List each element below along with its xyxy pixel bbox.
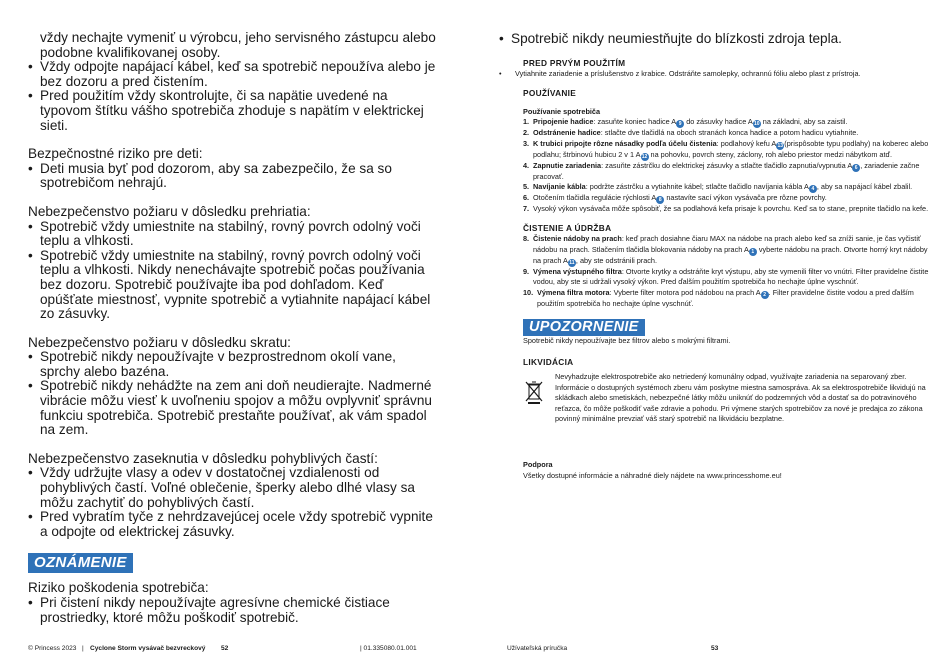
part-badge: 1 [749, 248, 757, 256]
section-heading-overheat: Nebezpečenstvo požiaru v dôsledku prehriatia: [28, 203, 311, 219]
step-text: na základni, aby sa zaistil. [760, 117, 848, 127]
intro-bullets [28, 60, 438, 133]
step-bold-label: Zapnutie zariadenia [533, 160, 602, 170]
page-number-left: 52 [221, 645, 229, 652]
footer-copyright: © Princess 2023 [28, 645, 77, 652]
disposal-text: Nevyhadzujte elektrospotrebiče ako netriedený komunálny odpad, využívajte zariadenia na separovaný zber. Informácie o dostupných systémoch zberu vám poskytne miestna samospráva. Ak sa elektrospotrebiče likvidujú na skládkach alebo smetiskách, nebezpečné látky môžu uniknúť do podzemných vôd a dostať sa do potravinového reťazca, čo môže poškodiť vaše zdravie a pohodu. Pri výmene starých spotrebičov za nové je predajca zo zákona povinný minimálne prevziať váš starý spotrebič na likvidáciu bezplatne. [555, 371, 926, 424]
section-bullets [28, 220, 438, 322]
right-page [475, 0, 950, 660]
usage-title: POUŽÍVANIE [523, 87, 577, 98]
before-use-title: PRED PRVÝM POUŽITÍM [523, 58, 626, 68]
step-text: , aby ste odstránili prach. [575, 255, 658, 265]
step-bold-label: Výmena filtra motora [537, 287, 610, 297]
list-item: • Spotrebič vždy umiestnite na stabilný, rovný povrch odolný voči teplu a vlhkosti. [28, 220, 438, 249]
step-item [523, 204, 933, 215]
list-item-text: Vytiahnite zariadenie a príslušenstvo z krabice. Odstráňte samolepky, ochrannú fóliu alebo plast z prístroja. [515, 69, 861, 78]
step-bold-label: Odstránenie hadice [533, 128, 601, 138]
warning-banner: UPOZORNENIE [523, 319, 645, 336]
heat-warning-bullet: • Spotrebič nikdy neumiestňujte do blízkosti zdroja tepla. [499, 31, 933, 46]
step-item [523, 288, 933, 310]
step-text: : zasuňte zástrčku do elektrickej zásuvky a stlačte tlačidlo zapnutia/vypnutia A [601, 160, 853, 170]
part-badge: 8 [656, 196, 664, 204]
list-item: • Spotrebič vždy umiestnite na stabilný, rovný povrch odolný voči teplu a vlhkosti. Nikdy nenechávajte spotrebič počas používania bez dozoru. Spotrebič používajte iba pod dohľadom. Keď opúšťate miestnosť, vypnite spotrebič a vytiahnite napájací kábel zo zásuvky. [28, 249, 438, 322]
page-number-right: 53 [711, 645, 719, 652]
step-text: (prispôsobte typu podlahy) na koberec alebo podlahu; štrbinovú hubicu 2 v 1 A [533, 138, 929, 159]
part-badge: 11 [569, 259, 575, 266]
list-item: • Vždy odpojte napájací kábel, keď sa spotrebič nepoužíva alebo je bez dozoru a pred čistením. [28, 60, 438, 89]
footer-product [90, 645, 205, 653]
part-badge: 10 [753, 121, 760, 128]
step-number: 7. [523, 204, 530, 214]
footer-page-number [221, 645, 228, 653]
list-item: • Spotrebič nikdy nehádžte na zem ani doň neudierajte. Nadmerné vibrácie môžu viesť k uvoľneniu spojov a môžu ovplyvniť správnu funkciu spotrebiča. Spotrebič prestaňte používať, ak vám spadol na zem. [28, 379, 438, 437]
list-item: • Pred použitím vždy skontrolujte, či sa napätie uvedené na typovom štítku vášho spotrebiča zhoduje s napätím v elektrickej sieti. [28, 89, 438, 133]
section-heading-children: Bezpečnostné riziko pre deti: [28, 146, 203, 162]
step-text: . Filter pravidelne čistite vodou a pred ďalším použitím spotrebiča ho nechajte úplne vyschnúť. [537, 287, 914, 308]
step-text: : zasuňte koniec hadice A [593, 117, 677, 127]
footer-page-number-right [711, 645, 718, 653]
part-badge: 4 [809, 185, 817, 193]
step-text: : podržte zástrčku a vytiahnite kábel; stlačte tlačidlo navíjania kábla A [585, 182, 809, 192]
step-text: Vysoký výkon vysávača môže spôsobiť, že sa podlahová kefa prisaje k povrchu. Keď sa to stane, prepnite tlačidlo na kefe. [533, 204, 929, 214]
step-item [523, 139, 933, 161]
safety-column [28, 31, 438, 625]
step-number: 1. [523, 117, 530, 127]
step-item [523, 193, 933, 204]
support-title: Podpora [523, 459, 553, 469]
step-number: 4. [523, 160, 530, 170]
notice-banner: OZNÁMENIE [28, 553, 133, 573]
crossed-bin-icon [525, 380, 543, 404]
step-text: : keď prach dosiahne čiaru MAX na nádobe na prach alebo keď sa zníži sanie, je čas vyčistiť nádobu na prach. Stlačením tlačidla blokovania nádoby na prach A [533, 233, 921, 254]
step-text: : stlačte dve tlačidlá na oboch stranách konca hadice a potom hadicu vytiahnite. [600, 128, 859, 138]
list-item: • Vždy udržujte vlasy a odev v dostatočnej vzdialenosti od pohyblivých častí. Voľné oblečenie, šperky alebo dlhé vlasy sa môžu zachytiť do pohyblivých častí. [28, 466, 438, 510]
list-item: • Spotrebič nikdy nepoužívajte v bezprostrednom okolí vane, sprchy alebo bazéna. [28, 350, 438, 379]
step-item [523, 161, 933, 183]
cleaning-steps [523, 234, 933, 309]
usage-subtitle: Používanie spotrebiča [523, 106, 601, 116]
usage-steps [523, 117, 933, 215]
step-text: na pohovku, povrch steny, záclony, roh alebo priestor medzi nábytkom atď. [648, 149, 893, 159]
step-number: 5. [523, 182, 530, 192]
step-bold-label: Výmena výstupného filtra [533, 266, 622, 276]
part-badge: 12 [641, 153, 648, 160]
step-number: 9. [523, 266, 530, 276]
part-badge: 2 [761, 291, 769, 299]
list-item [499, 69, 933, 80]
before-use-list [515, 69, 933, 80]
step-item [523, 234, 933, 267]
step-bold-label: Navíjanie kábla [533, 182, 586, 192]
step-number: 6. [523, 193, 530, 203]
step-bold-label: Čistenie nádoby na prach [533, 233, 622, 243]
part-badge: 13 [777, 142, 784, 149]
step-text: : Vyberte filter motora pod nádobou na prach A [609, 287, 761, 297]
notice-bullets [28, 596, 438, 625]
step-text: : podlahový kefu A [716, 138, 777, 148]
step-item [523, 128, 933, 139]
step-text: Otočením tlačidla regulácie rýchlosti A [533, 193, 657, 203]
warning-text: Spotrebič nikdy nepoužívajte bez filtrov alebo s mokrými filtrami. [523, 336, 731, 346]
instructions-column [511, 31, 933, 481]
section-bullets [28, 162, 438, 191]
section-bullets [28, 466, 438, 539]
step-number: 10. [523, 287, 534, 297]
intro-line: vždy nechajte vymeniť u výrobcu, jeho servisného zástupcu alebo podobne kvalifikovanej osoby. [40, 30, 436, 60]
part-badge: 9 [676, 120, 684, 128]
footer-manual: Užívateľská príručka [507, 645, 568, 652]
step-number: 3. [523, 138, 530, 148]
notice-heading: Riziko poškodenia spotrebiča: [28, 580, 209, 596]
support-text: Všetky dostupné informácie a náhradné diely nájdete na www.princesshome.eu! [523, 470, 782, 480]
step-bold-label: Pripojenie hadice [533, 117, 594, 127]
part-badge: 6 [852, 164, 860, 172]
footer-code: | 01.335080.01.001 [360, 645, 417, 652]
list-item: • Pri čistení nikdy nepoužívajte agresívne chemické čistiace prostriedky, ktoré môžu poškodiť spotrebič. [28, 596, 438, 625]
step-text: vyberte nádobu na prach. Otvorte horný kryt nádoby na prach A [533, 244, 928, 265]
step-text: nastavíte sací výkon vysávača pre rôzne povrchy. [664, 193, 827, 203]
section-bullets [28, 350, 438, 438]
footer-divider: | [82, 645, 84, 652]
step-item [523, 182, 933, 193]
list-item: • Pred vybratím tyče z nehrdzavejúcej ocele vždy spotrebič vypnite a odpojte od elektrickej zásuvky. [28, 510, 438, 539]
list-item: • Deti musia byť pod dozorom, aby sa zabezpečilo, že sa so spotrebičom nehrajú. [28, 162, 438, 191]
section-heading-short-circuit: Nebezpečenstvo požiaru v dôsledku skratu: [28, 334, 291, 350]
step-text: , aby sa napájací kábel zbalil. [816, 182, 913, 192]
step-text: : Otvorte krytky a odstráňte kryt výstupu, aby ste vymenili filter vo vnútri. Filter pravidelne čistite vodou, aby ste si udržali vysoký výkon. Pred ďalším použitím spotrebiča ho nechajte úplne vyschnúť. [533, 266, 929, 287]
step-item [523, 267, 933, 288]
step-bold-label: K trubici pripojte rôzne násadky podľa účelu čistenia [533, 138, 717, 148]
cleaning-title: ČISTENIE A ÚDRŽBA [523, 222, 612, 233]
footer-product-name: Cyclone Storm vysávač bezvreckový [90, 645, 206, 652]
disposal-block [523, 372, 933, 452]
step-number: 2. [523, 128, 530, 138]
step-number: 8. [523, 233, 530, 243]
step-item [523, 117, 933, 128]
warning-block [523, 319, 933, 336]
step-text: , zariadenie začne pracovať. [533, 160, 920, 181]
step-text: do zásuvky hadice A [684, 117, 753, 127]
section-heading-moving-parts: Nebezpečenstvo zaseknutia v dôsledku pohyblivých častí: [28, 450, 378, 466]
disposal-title: LIKVIDÁCIA [523, 356, 574, 367]
